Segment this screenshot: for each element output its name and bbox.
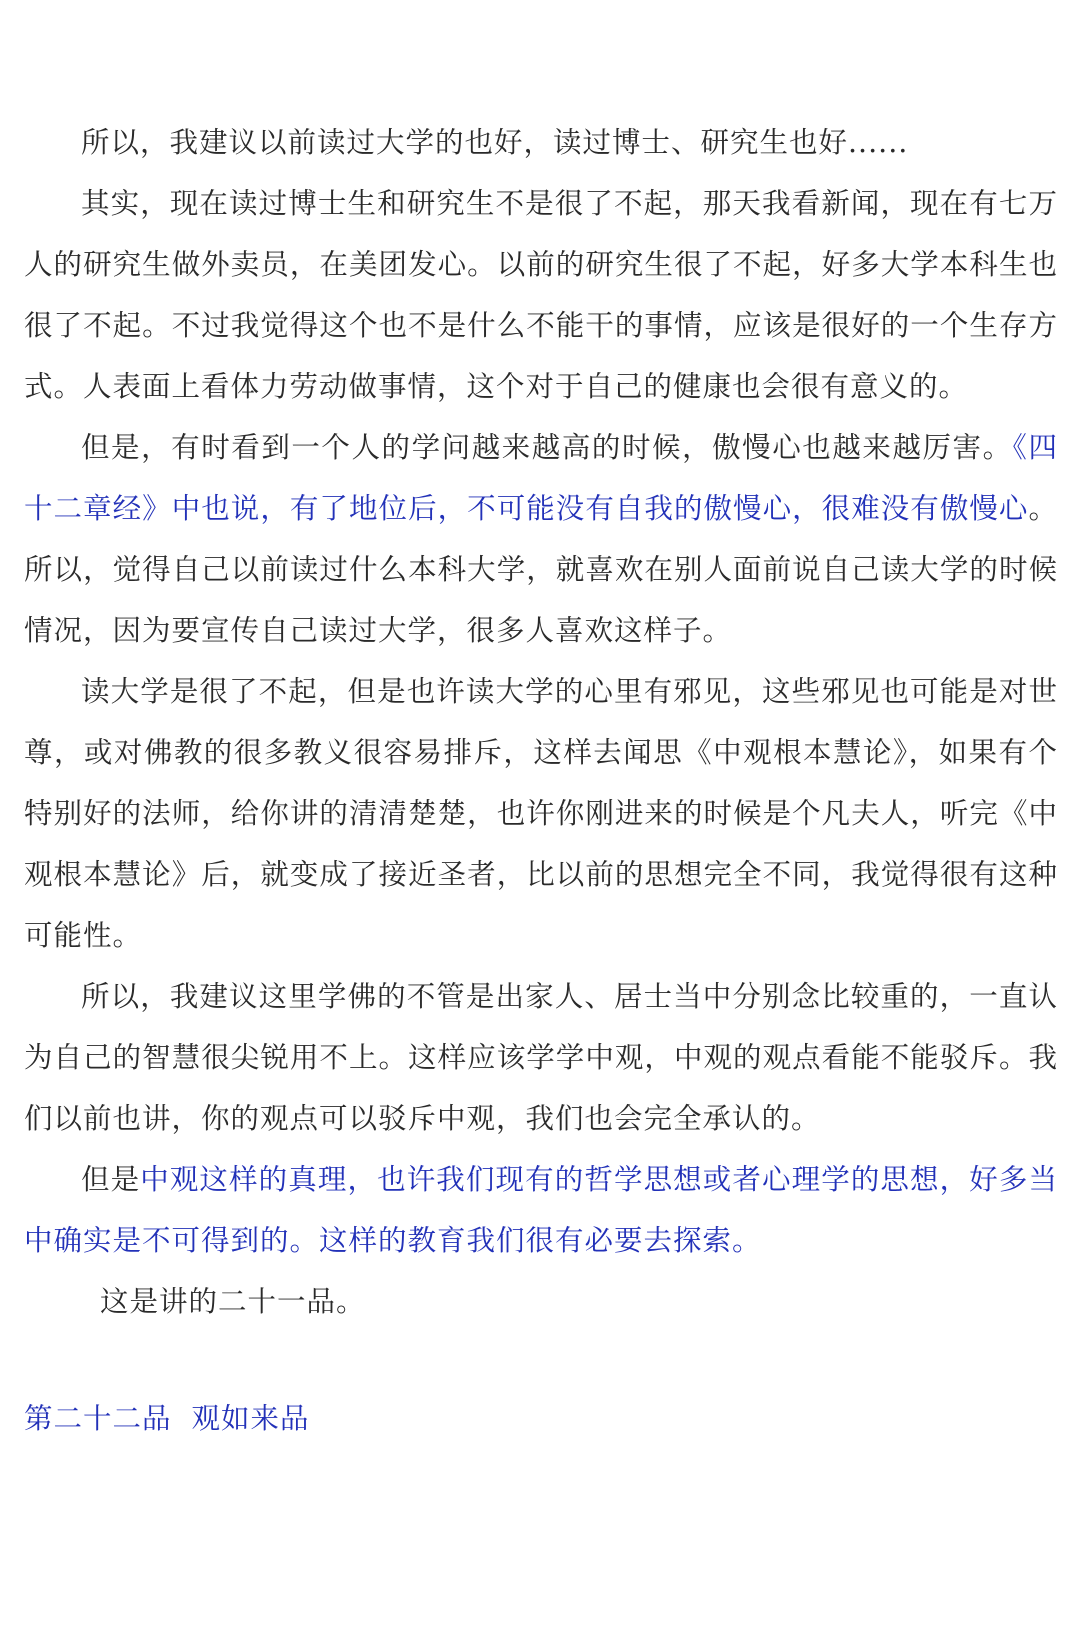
paragraph-2-text: 其实，现在读过博士生和研究生不是很了不起，那天我看新闻，现在有七万人的研究生做外卖员，在美团发心。以前的研究生很了不起，好多大学本科生也很了不起。不过我觉得这个也不是什么不能干的事情，应该是很好的一个生存方式。人表面上看体力劳动做事情，这个对于自己的健康也会很有意义的。 bbox=[24, 187, 1058, 403]
paragraph-6-lead: 但是 bbox=[81, 1163, 141, 1196]
closing-line: 这是讲的二十一品。 bbox=[100, 1285, 366, 1318]
paragraph-4-text: 读大学是很了不起，但是也许读大学的心里有邪见，这些邪见也可能是对世尊，或对佛教的很多教义很容易排斥，这样去闻思《中观根本慧论》，如果有个特别好的法师，给你讲的清清楚楚，也许你刚进来的时候是个凡夫人，听完《中观根本慧论》后，就变成了接近圣者，比以前的思想完全不同，我觉得很有这种可能性。 bbox=[24, 675, 1058, 952]
paragraph-6-highlight: 中观这样的真理，也许我们现有的哲学思想或者心理学的思想，好多当中确实是不可得到的。这样的教育我们很有必要去探索。 bbox=[24, 1163, 1058, 1257]
paragraph-1-text: 所以，我建议以前读过大学的也好，读过博士、研究生也好...... bbox=[81, 126, 909, 159]
paragraph-3-highlight: 《四十二章经》中也说，有了地位后，不可能没有自我的傲慢心，很难没有傲慢心 bbox=[24, 431, 1058, 525]
paragraph-3-lead: 但是，有时看到一个人的学问越来越高的时候，傲慢心也越来越厉害。 bbox=[81, 431, 1013, 464]
paragraph-6 bbox=[24, 1149, 1058, 1271]
paragraph-1 bbox=[24, 112, 1058, 173]
paragraph-3 bbox=[24, 417, 1058, 661]
paragraph-5 bbox=[24, 966, 1058, 1149]
paragraph-2 bbox=[24, 173, 1058, 417]
paragraph-4 bbox=[24, 661, 1058, 966]
paragraph-3-trail: 。所以，觉得自己以前读过什么本科大学，就喜欢在别人面前说自己读大学的时候情况，因为要宣传自己读过大学，很多人喜欢这样子。 bbox=[24, 492, 1058, 647]
chapter-title: 观如来品 bbox=[191, 1402, 310, 1435]
chapter-number: 第二十二品 bbox=[24, 1402, 172, 1435]
paragraph-5-text: 所以，我建议这里学佛的不管是出家人、居士当中分别念比较重的，一直认为自己的智慧很尖锐用不上。这样应该学学中观，中观的观点看能不能驳斥。我们以前也讲，你的观点可以驳斥中观，我们也会完全承认的。 bbox=[24, 980, 1058, 1135]
next-chapter-heading bbox=[24, 1388, 1058, 1449]
